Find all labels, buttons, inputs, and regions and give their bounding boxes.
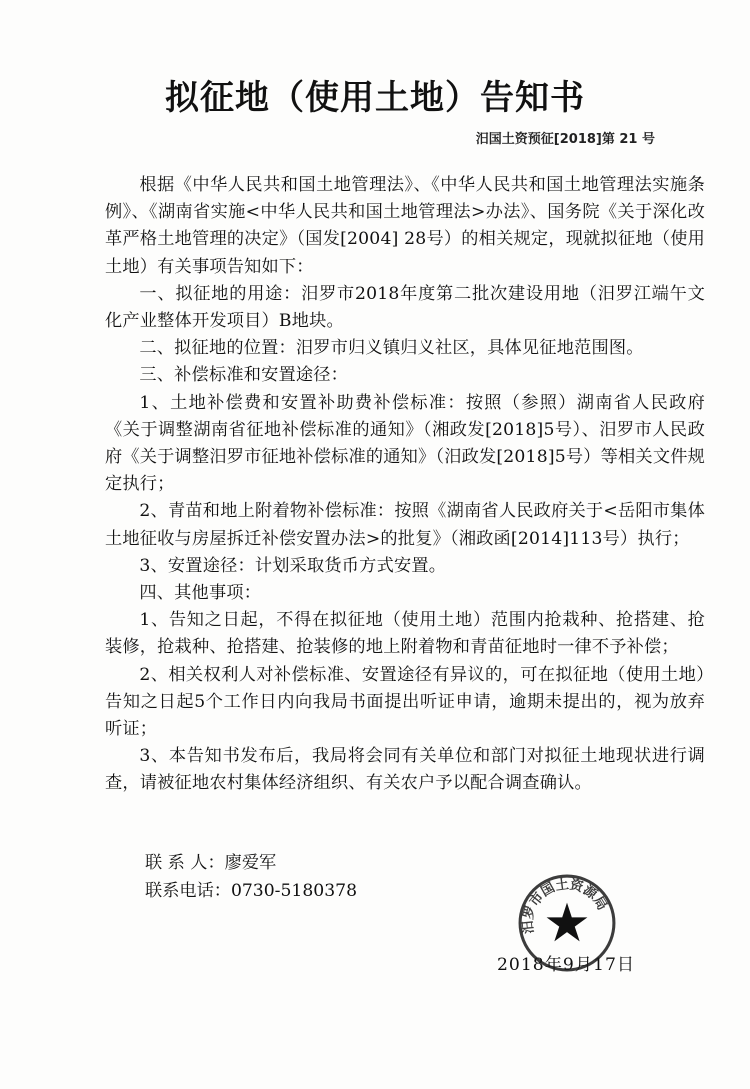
official-seal xyxy=(516,872,618,974)
compensation-item-2: 2、青苗和地上附着物补偿标准：按照《湖南省人民政府关于<岳阳市集体土地征收与房屋拆迁补偿安置办法>的批复》（湘政函[2014]113号）执行； xyxy=(105,501,705,549)
document-title: 拟征地（使用土地）告知书 xyxy=(165,78,585,118)
other-item-3: 3、本告知书发布后，我局将会同有关单位和部门对拟征土地现状进行调查，请被征地农村集体经济组织、有关农户予以配合调查确认。 xyxy=(105,746,705,794)
intro-paragraph: 根据《中华人民共和国土地管理法》、《中华人民共和国土地管理法实施条例》、《湖南省实施<中华人民共和国土地管理法>办法》、国务院《关于深化改革严格土地管理的决定》（国发[2004] 28号）的相关规定，现就拟征地（使用土地）有关事项告知如下： xyxy=(105,175,705,277)
issue-date: 2018年9月17日 xyxy=(497,955,636,975)
compensation-heading: 三、补偿标准和安置途径： xyxy=(139,365,349,386)
document-number: 汨国土资预征[2018]第 21 号 xyxy=(475,132,655,147)
land-use-paragraph: 一、拟征地的用途：汨罗市2018年度第二批次建设用地（汨罗江端午文化产业整体开发项目）B地块。 xyxy=(105,283,705,332)
other-item-1: 1、告知之日起，不得在拟征地（使用土地）范围内抢栽种、抢搭建、抢装修，抢栽种、抢搭建、抢装修的地上附着物和青苗征地时一律不予补偿； xyxy=(105,610,705,658)
land-location-paragraph: 二、拟征地的位置：汨罗市归义镇归义社区，具体见征地范围图。 xyxy=(139,338,644,359)
compensation-item-3: 3、安置途径：计划采取货币方式安置。 xyxy=(139,555,447,576)
seal-text-path: 汨罗市国土资源局 xyxy=(519,876,611,935)
document-body xyxy=(105,172,705,798)
contact-phone: 联系电话：0730-5180378 xyxy=(145,881,358,901)
other-item-2: 2、相关权利人对补偿标准、安置途径有异议的，可在拟征地（使用土地）告知之日起5个工作日内向我局书面提出听证申请，逾期未提出的，视为放弃听证； xyxy=(105,664,705,740)
compensation-item-1: 1、土地补偿费和安置补助费补偿标准：按照（参照）湖南省人民政府《关于调整湖南省征地补偿标准的通知》（湘政发[2018]5号）、汨罗市人民政府《关于调整汨罗市征地补偿标准的通知》（汨政发[2018]5号）等相关文件规定执行； xyxy=(105,392,705,495)
contact-person: 联 系 人：廖爱军 xyxy=(145,853,277,873)
seal-star-icon xyxy=(547,903,588,942)
other-matters-heading: 四、其他事项： xyxy=(139,583,262,604)
